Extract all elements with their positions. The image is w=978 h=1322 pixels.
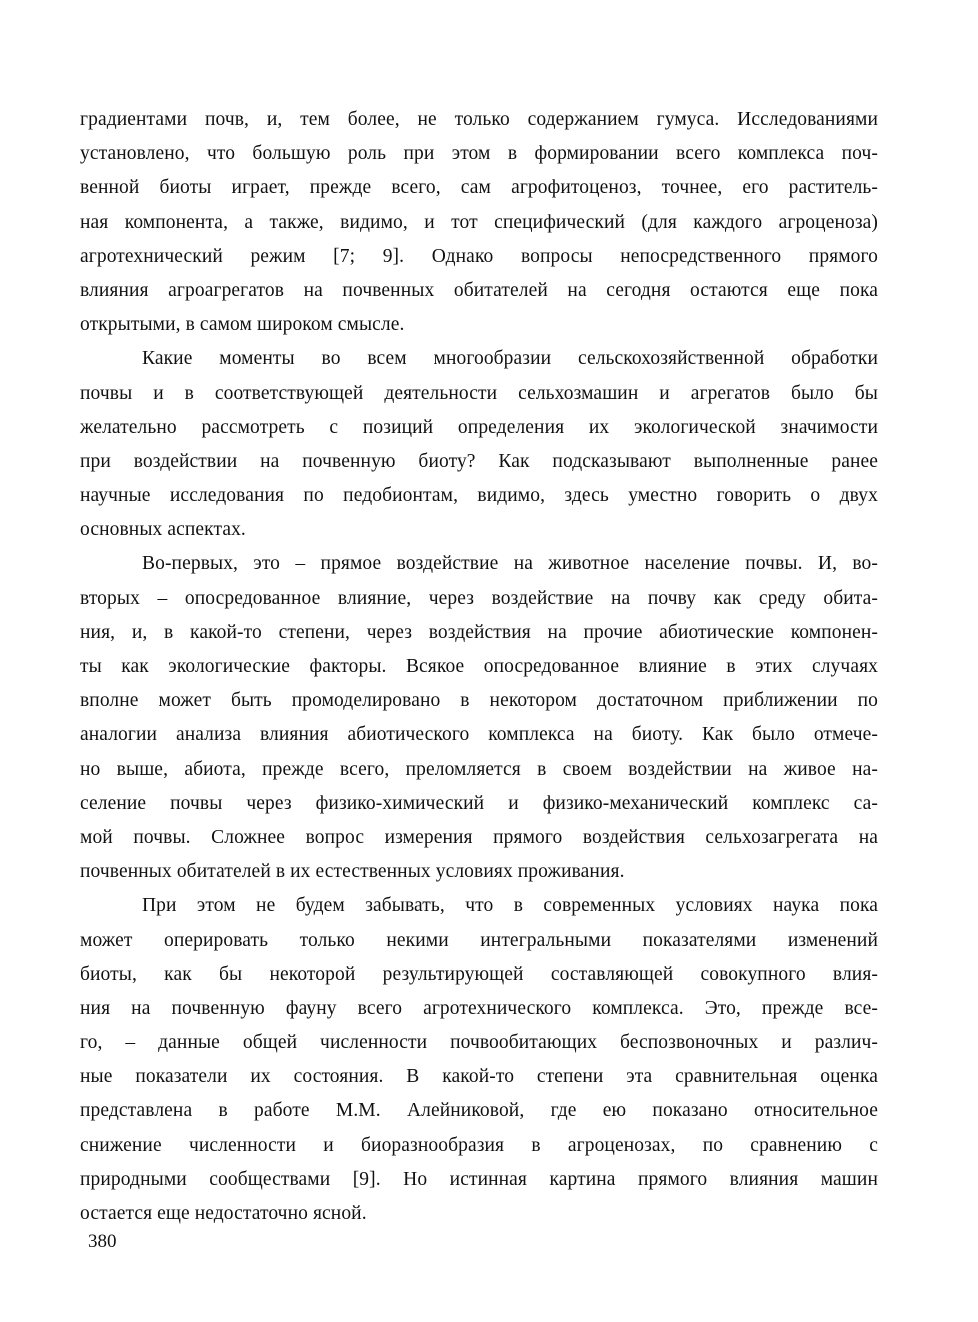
paragraph: [80, 547, 878, 889]
text-line: почвенных обитателей в их естественных условиях проживания.: [80, 861, 625, 883]
text-line: вполне может быть промоделировано в некотором достаточном приближении по: [80, 690, 878, 712]
text-line: может оперировать только некими интегральными показателями изменений: [80, 929, 878, 951]
text-line: влияния агроагрегатов на почвенных обитателей на сегодня остаются еще пока: [80, 279, 878, 301]
text-line: научные исследования по педобионтам, видимо, здесь уместно говорить о двух: [80, 485, 878, 507]
text-line: ния, и, в какой-то степени, через воздействия на прочие абиотические компонен-: [80, 621, 878, 643]
text-line: желательно рассмотреть с позиций определения их экологической значимости: [80, 416, 878, 438]
text-line: природными сообществами [9]. Но истинная картина прямого влияния машин: [80, 1168, 878, 1190]
text-line: но выше, абиота, прежде всего, преломляется в своем воздействии на живое на-: [80, 758, 878, 780]
text-line: основных аспектах.: [80, 519, 246, 541]
text-line: представлена в работе М.М. Алейниковой, где ею показано относительное: [80, 1100, 878, 1122]
text-line: селение почвы через физико-химический и физико-механический комплекс са-: [80, 792, 878, 814]
text-line: ния на почвенную фауну всего агротехнического комплекса. Это, прежде все-: [80, 997, 878, 1019]
text-line: При этом не будем забывать, что в современных условиях наука пока: [142, 895, 878, 917]
text-body: [80, 103, 878, 1231]
text-line: при воздействии на почвенную биоту? Как подсказывают выполненные ранее: [80, 450, 878, 472]
text-line: Какие моменты во всем многообразии сельскохозяйственной обработки: [142, 348, 878, 370]
text-line: биоты, как бы некоторой результирующей составляющей совокупного влия-: [80, 963, 878, 985]
text-line: градиентами почв, и, тем более, не только содержанием гумуса. Исследованиями: [80, 109, 878, 130]
text-line: снижение численности и биоразнообразия в агроценозах, по сравнению с: [80, 1134, 878, 1156]
text-line: ная компонента, а также, видимо, и тот специфический (для каждого агроценоза): [80, 211, 878, 233]
text-line: аналогии анализа влияния абиотического комплекса на биоту. Как было отмече-: [80, 724, 878, 746]
text-line: Во-первых, это – прямое воздействие на животное население почвы. И, во-: [142, 553, 878, 575]
text-line: мой почвы. Сложнее вопрос измерения прямого воздействия сельхозагрегата на: [80, 826, 878, 848]
text-line: вторых – опосредованное влияние, через воздействие на почву как среду обита-: [80, 587, 878, 609]
text-line: открытыми, в самом широком смысле.: [80, 314, 405, 336]
page-number: 380: [88, 1231, 117, 1252]
text-line: установлено, что большую роль при этом в формировании всего комплекса поч-: [80, 143, 878, 165]
paragraph: [80, 342, 878, 547]
paragraph: [80, 889, 878, 1231]
text-line: агротехнический режим [7; 9]. Однако вопросы непосредственного прямого: [80, 245, 878, 267]
text-line: остается еще недостаточно ясной.: [80, 1203, 367, 1224]
text-line: ты как экологические факторы. Всякое опосредованное влияние в этих случаях: [80, 656, 878, 677]
text-line: ные показатели их состояния. В какой-то степени эта сравнительная оценка: [80, 1066, 878, 1088]
text-line: почвы и в соответствующей деятельности сельхозмашин и агрегатов было бы: [80, 382, 878, 404]
text-line: го, – данные общей численности почвообитающих беспозвоночных и различ-: [80, 1032, 878, 1054]
text-line: венной биоты играет, прежде всего, сам агрофитоценоз, точнее, его раститель-: [80, 177, 878, 199]
paragraph: [80, 103, 878, 342]
